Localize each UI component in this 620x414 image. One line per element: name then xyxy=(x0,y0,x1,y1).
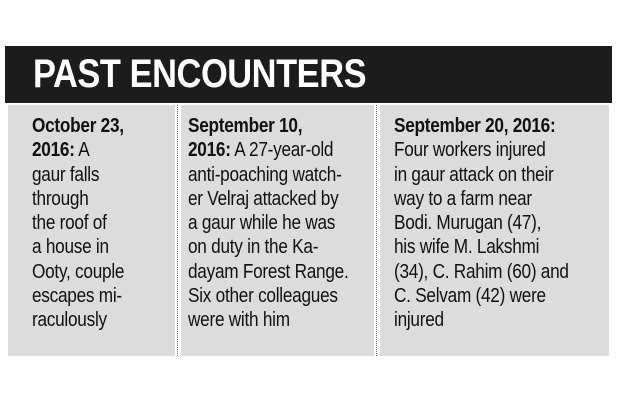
encounter-column-1 xyxy=(8,105,175,356)
encounter-date: October 23, xyxy=(32,115,124,137)
encounter-text-line: in gaur attack on their xyxy=(394,163,554,186)
encounter-date-year: 2016: xyxy=(32,139,75,162)
encounter-text-line: gaur falls xyxy=(32,163,100,186)
encounter-column-2 xyxy=(181,105,374,356)
encounter-column-3 xyxy=(380,105,609,356)
encounter-text-line: Six other colleagues xyxy=(188,285,338,308)
encounter-text-line: were with him xyxy=(188,309,290,332)
encounter-text-line: a gaur while he was xyxy=(188,212,336,235)
encounter-text-line: Bodi. Murugan (47), xyxy=(394,212,542,235)
encounter-text: A 27-year-old xyxy=(230,139,334,162)
encounter-text-line: (34), C. Rahim (60) and xyxy=(394,260,569,283)
encounter-date-year: 2016: xyxy=(188,139,231,162)
encounter-text-line: raculously xyxy=(32,309,107,332)
encounter-text-line: a house in xyxy=(32,236,109,259)
encounter-date: September 20, 2016: xyxy=(394,115,556,137)
title: PAST ENCOUNTERS xyxy=(33,52,367,96)
encounter-text-line: C. Selvam (42) were xyxy=(394,285,546,308)
infographic xyxy=(5,46,612,358)
encounter-text-line: Ooty, couple xyxy=(32,260,125,283)
encounter-text-line: his wife M. Lakshmi xyxy=(394,236,540,259)
encounter-text-line: injured xyxy=(394,309,444,332)
encounter-text-line: through xyxy=(32,187,89,210)
encounter-text-line: on duty in the Ka- xyxy=(188,236,319,259)
encounter-text: A xyxy=(74,139,90,162)
column-divider xyxy=(177,105,178,356)
encounter-text-line: Four workers injured xyxy=(394,139,546,162)
encounter-text-line: way to a farm near xyxy=(394,187,532,210)
encounter-text-line: anti-poaching watch- xyxy=(188,163,342,186)
encounter-date: September 10, xyxy=(188,115,303,137)
encounter-text-line: er Velraj attacked by xyxy=(188,187,339,210)
encounter-text-line: escapes mi- xyxy=(32,285,122,308)
column-divider xyxy=(376,105,377,356)
encounter-text-line: dayam Forest Range. xyxy=(188,260,349,283)
title-banner xyxy=(5,46,612,103)
encounter-text-line: the roof of xyxy=(32,212,107,235)
